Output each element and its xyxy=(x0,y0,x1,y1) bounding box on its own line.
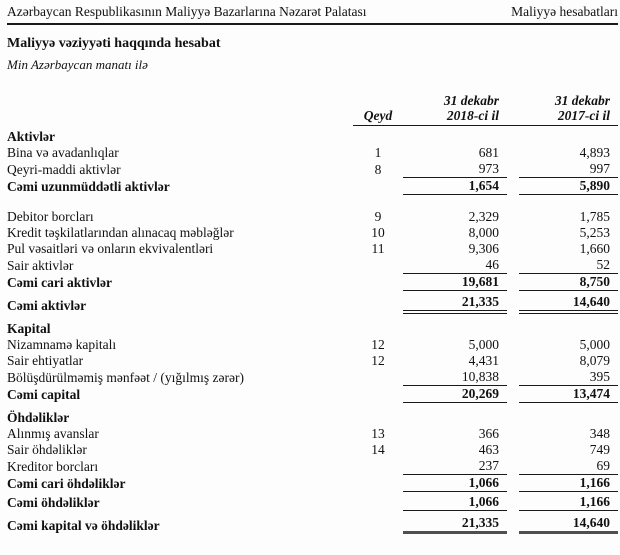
row-value-2017: 1,785 xyxy=(579,209,610,224)
table-row xyxy=(7,426,618,442)
row-value-2018 xyxy=(403,129,507,145)
row-note-number: 1 xyxy=(374,145,382,160)
row-label: Pul vəsaitləri və onların ekvivalentləri xyxy=(7,241,214,256)
row-note-number: 8 xyxy=(374,162,382,177)
row-value-2017: 1,166 xyxy=(519,494,618,511)
row-label: Kapital xyxy=(7,321,51,336)
column-header-qeyd: Qeyd xyxy=(353,108,403,126)
row-label: Sair aktivlər xyxy=(7,258,74,273)
table-row xyxy=(7,475,618,492)
row-label: Bina və avadanlıqlar xyxy=(7,145,119,160)
row-label: Kreditor borcları xyxy=(7,459,99,474)
row-gap xyxy=(507,353,519,369)
table-row xyxy=(7,353,618,369)
column-header-2018-date: 31 dekabr xyxy=(443,93,499,108)
row-gap xyxy=(507,258,519,274)
row-label: Cəmi capital xyxy=(7,387,81,402)
row-value-2017: 348 xyxy=(589,426,610,441)
row-value-2018: 1,654 xyxy=(403,178,507,195)
row-value-2018: 237 xyxy=(403,458,507,475)
row-gap xyxy=(507,476,519,492)
row-gap xyxy=(507,459,519,475)
row-note-number: 13 xyxy=(371,426,385,441)
row-gap xyxy=(507,275,519,291)
row-value-2017: 5,253 xyxy=(579,225,610,240)
row-note-number xyxy=(353,129,403,145)
row-note-number xyxy=(353,298,403,314)
row-note-number xyxy=(353,387,403,403)
row-label: Öhdəliklər xyxy=(7,410,70,425)
row-value-2018: 681 xyxy=(478,145,499,160)
row-value-2017: 1,166 xyxy=(519,475,618,492)
row-value-2018: 21,335 xyxy=(403,515,507,534)
row-label: Alınmış avanslar xyxy=(7,426,99,441)
row-label: Cəmi kapital və öhdəliklər xyxy=(7,518,160,533)
table-row xyxy=(7,386,618,403)
table-row xyxy=(7,178,618,195)
row-value-2018: 8,000 xyxy=(468,225,499,240)
row-gap xyxy=(507,410,519,426)
row-value-2018: 2,329 xyxy=(468,209,499,224)
table-row xyxy=(7,494,618,511)
row-gap xyxy=(507,387,519,403)
table-row xyxy=(7,458,618,475)
row-gap xyxy=(507,442,519,458)
table-header-row-1 xyxy=(7,93,618,108)
row-gap xyxy=(507,225,519,241)
row-value-2017: 52 xyxy=(519,257,618,274)
row-value-2018: 19,681 xyxy=(403,274,507,291)
table-row xyxy=(7,241,618,257)
row-value-2018: 1,066 xyxy=(403,475,507,492)
row-note-number xyxy=(353,275,403,291)
table-header-row-2 xyxy=(7,108,618,126)
header-right-text: Maliyyə hesabatları xyxy=(511,4,618,19)
row-value-2018: 973 xyxy=(403,161,507,178)
row-gap xyxy=(507,321,519,337)
row-label: Nizamnamə kapitalı xyxy=(7,337,117,352)
row-label: Cəmi cari öhdəliklər xyxy=(7,476,126,491)
row-value-2017: 69 xyxy=(519,458,618,475)
row-value-2017: 4,893 xyxy=(579,145,610,160)
row-note-number xyxy=(353,495,403,511)
row-label: Sair öhdəliklər xyxy=(7,442,87,457)
table-row xyxy=(7,145,618,161)
row-value-2017: 749 xyxy=(589,442,610,457)
row-note-number xyxy=(353,370,403,386)
table-row xyxy=(7,337,618,353)
row-value-2018: 10,838 xyxy=(403,369,507,386)
table-row xyxy=(7,225,618,241)
row-value-2017: 8,079 xyxy=(579,353,610,368)
table-row xyxy=(7,161,618,178)
row-label: Qeyri-maddi aktivlər xyxy=(7,162,121,177)
row-note-number: 12 xyxy=(371,337,385,352)
table-row xyxy=(7,209,618,225)
row-value-2018: 366 xyxy=(478,426,499,441)
table-section-row xyxy=(7,410,618,426)
row-value-2017: 14,640 xyxy=(519,515,618,534)
column-header-2018-year: 2018-ci il xyxy=(403,108,507,126)
row-value-2018 xyxy=(403,321,507,337)
table-body xyxy=(7,129,618,534)
table-row xyxy=(7,515,618,534)
row-label: Cəmi öhdəliklər xyxy=(7,495,100,510)
row-note-number: 12 xyxy=(371,353,385,368)
row-gap xyxy=(507,241,519,257)
row-note-number: 10 xyxy=(371,225,385,240)
row-note-number xyxy=(353,459,403,475)
row-value-2017: 5,000 xyxy=(579,337,610,352)
row-label: Aktivlər xyxy=(7,129,55,144)
row-note-number xyxy=(353,321,403,337)
row-note-number: 11 xyxy=(371,241,385,256)
document-header xyxy=(7,4,618,25)
row-value-2017: 8,750 xyxy=(519,274,618,291)
row-value-2018 xyxy=(403,410,507,426)
row-value-2018: 21,335 xyxy=(403,294,507,314)
row-value-2018: 1,066 xyxy=(403,494,507,511)
row-value-2017 xyxy=(519,410,618,426)
row-value-2018: 5,000 xyxy=(468,337,499,352)
row-value-2017 xyxy=(519,321,618,337)
table-section-row xyxy=(7,129,618,145)
row-value-2018: 9,306 xyxy=(468,241,499,256)
column-header-2017-year: 2017-ci il xyxy=(519,108,618,126)
row-gap xyxy=(507,370,519,386)
row-gap xyxy=(507,209,519,225)
row-gap xyxy=(507,298,519,314)
row-label: Cəmi aktivlər xyxy=(7,298,87,313)
column-header-2017-date: 31 dekabr xyxy=(554,93,610,108)
row-label: Cəmi uzunmüddətli aktivlər xyxy=(7,179,170,194)
header-left-text: Azərbaycan Respublikasının Maliyyə Bazarlarına Nəzarət Palatası xyxy=(7,4,367,19)
row-value-2018: 463 xyxy=(478,442,499,457)
table-row xyxy=(7,369,618,386)
row-gap xyxy=(507,162,519,178)
row-note-number: 14 xyxy=(371,442,385,457)
row-value-2017: 14,640 xyxy=(519,294,618,314)
table-header xyxy=(7,93,618,126)
row-label: Kredit təşkilatlarından alınacaq məbləğlər xyxy=(7,225,234,240)
row-value-2017 xyxy=(519,129,618,145)
row-note-number xyxy=(353,476,403,492)
table-section-row xyxy=(7,321,618,337)
table-row xyxy=(7,442,618,458)
row-value-2017: 395 xyxy=(519,369,618,386)
row-gap xyxy=(507,145,519,161)
row-value-2017: 1,660 xyxy=(579,241,610,256)
row-label: Debitor borcları xyxy=(7,209,94,224)
row-value-2017: 997 xyxy=(519,161,618,178)
row-note-number xyxy=(353,518,403,534)
header-spacer xyxy=(507,123,519,126)
row-value-2018: 20,269 xyxy=(403,386,507,403)
row-value-2017: 13,474 xyxy=(519,386,618,403)
row-label: Bölüşdürülməmiş mənfəət / (yığılmış zərər) xyxy=(7,370,244,385)
report-subtitle: Min Azərbaycan manatı ilə xyxy=(7,57,148,72)
table-row xyxy=(7,274,618,291)
row-gap xyxy=(507,337,519,353)
row-gap xyxy=(507,518,519,534)
table-row xyxy=(7,294,618,314)
row-label: Sair ehtiyatlar xyxy=(7,353,84,368)
row-note-number xyxy=(353,410,403,426)
row-value-2017: 5,890 xyxy=(519,178,618,195)
row-gap xyxy=(507,495,519,511)
report-title: Maliyyə vəziyyəti haqqında hesabat xyxy=(7,36,221,51)
row-gap xyxy=(507,426,519,442)
row-gap xyxy=(507,179,519,195)
row-gap xyxy=(507,129,519,145)
row-value-2018: 46 xyxy=(403,257,507,274)
row-label: Cəmi cari aktivlər xyxy=(7,275,112,290)
row-note-number: 9 xyxy=(374,209,382,224)
row-note-number xyxy=(353,179,403,195)
row-note-number xyxy=(353,258,403,274)
table-row xyxy=(7,257,618,274)
row-value-2018: 4,431 xyxy=(468,353,499,368)
